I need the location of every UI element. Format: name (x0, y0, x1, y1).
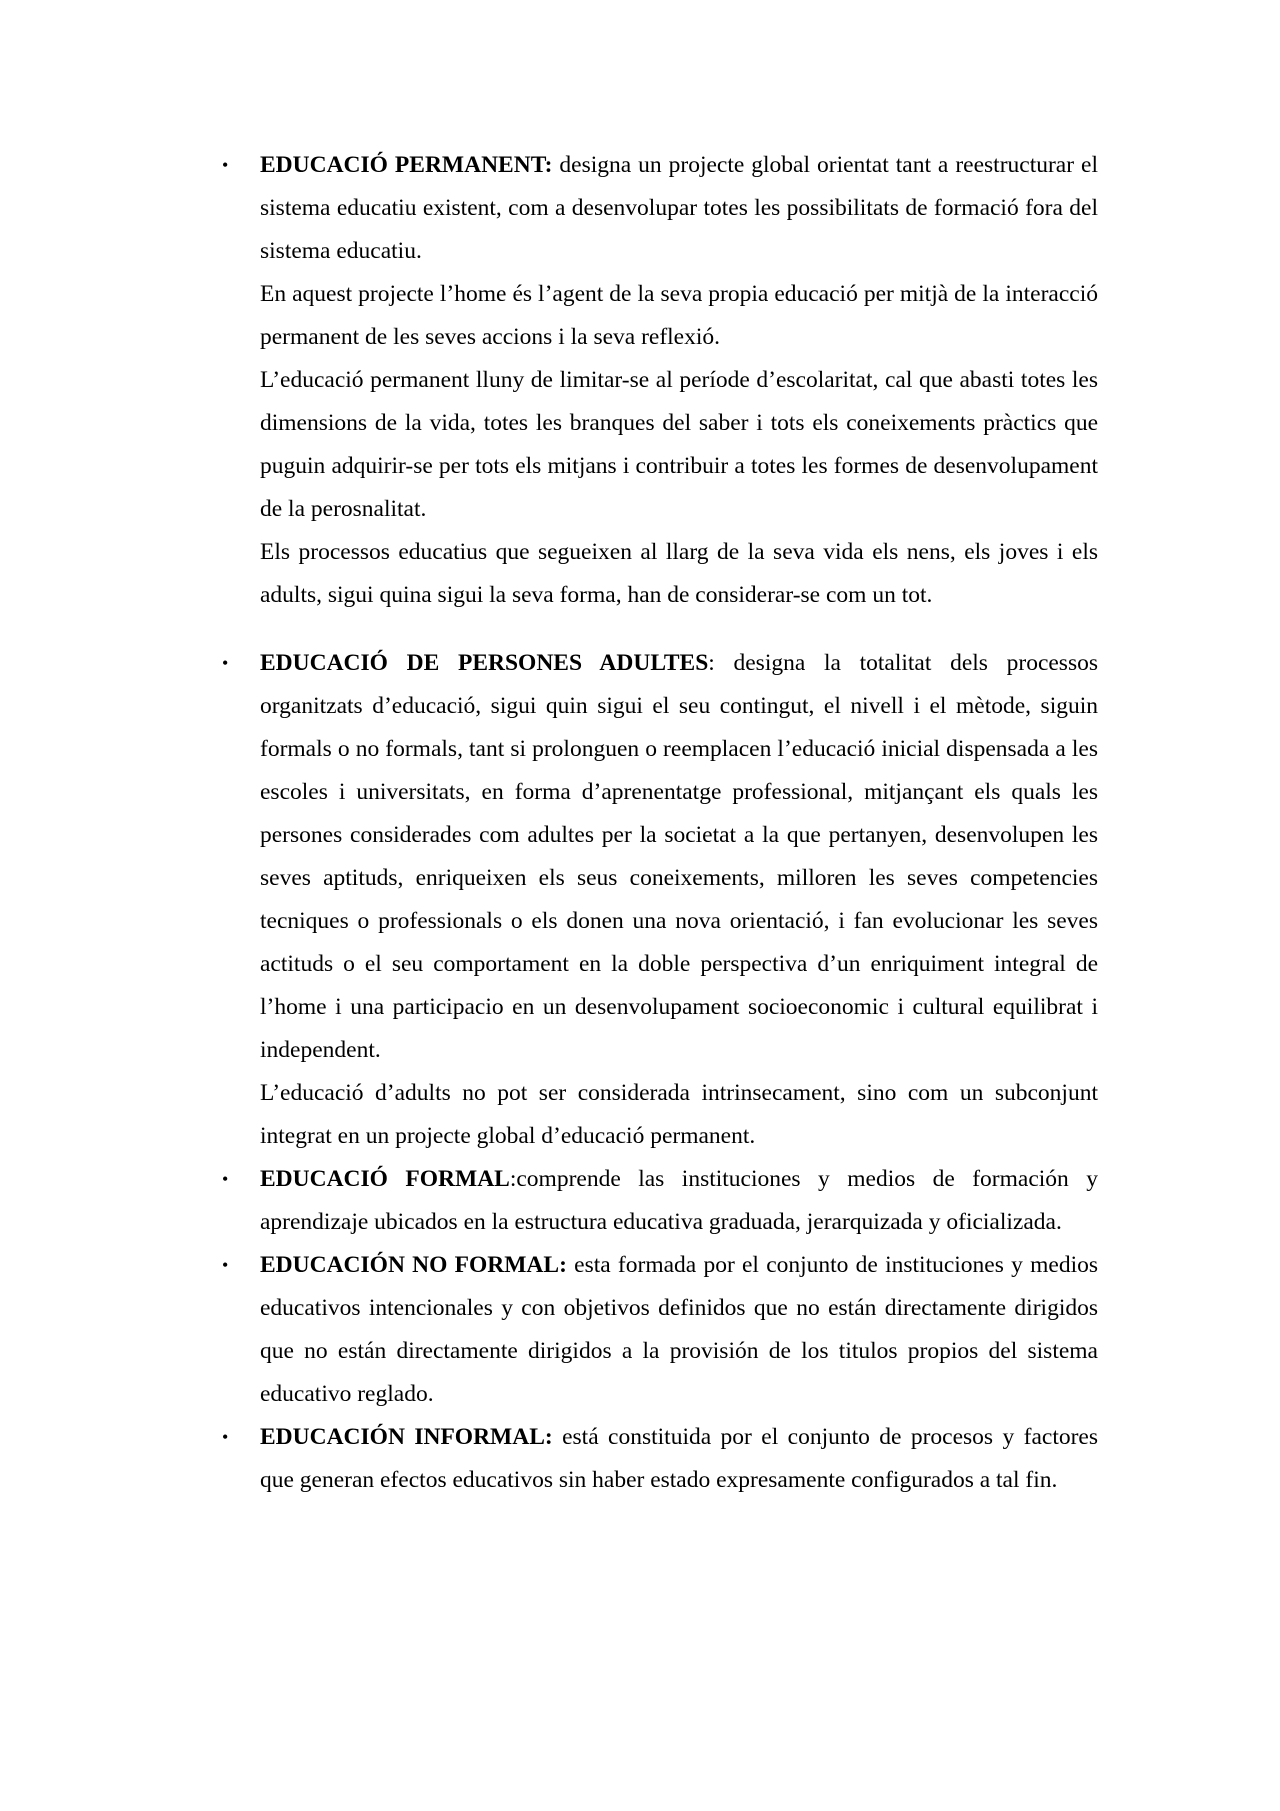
definition-text: esta formada por el conjunto de instituciones y medios educativos intencionales y con objetivos definidos que no están directamente dirigidos que no están directamente dirigidos a la provisión de los titulos propios del sistema educativo reglado. (260, 1252, 1098, 1407)
paragraph: L’educació d’adults no pot ser considerada intrinsecament, sino com un subconjunt integrat en un projecte global d’educació permanent. (260, 1080, 1098, 1149)
definition-paragraph (260, 1416, 1098, 1502)
definition-paragraph (260, 1244, 1098, 1416)
paragraph: Els processos educatius que segueixen al llarg de la seva vida els nens, els joves i els adults, sigui quina sigui la seva forma, han de considerar-se com un tot. (260, 539, 1098, 608)
bullet-dot-icon: • (222, 1427, 229, 1447)
term-heading: EDUCACIÓ FORMAL (260, 1166, 510, 1192)
list-item-educacio-formal (222, 1158, 1098, 1244)
bullet-dot-icon: • (222, 653, 229, 673)
paragraph: L’educació permanent lluny de limitar-se al període d’escolaritat, cal que abasti totes les dimensions de la vida, totes les branques del saber i tots els coneixements pràctics que puguin adquirir-se per tots els mitjans i contribuir a totes les formes de desenvolupament de la perosnalitat. (260, 367, 1098, 522)
list-item-educacion-no-formal (222, 1244, 1098, 1416)
bullet-dot-icon: • (222, 1169, 229, 1189)
definition-paragraph (260, 144, 1098, 273)
definition-paragraph (260, 642, 1098, 1072)
definition-text: : designa la totalitat dels processos organitzats d’educació, sigui quin sigui el seu contingut, el nivell i el mètode, siguin formals o no formals, tant si prolonguen o reemplacen l’educació inicial dispensada a les escoles i universitats, en forma d’aprenentatge professional, mitjançant els quals les persones considerades com adultes per la societat a la que pertanyen, desenvolupen les seves aptituds, enriqueixen els seus coneixements, milloren les seves competencies tecniques o professionals o els donen una nova orientació, i fan evolucionar les seves actituds o el seu comportament en la doble perspectiva d’un enriquiment integral de l’home i una participacio en un desenvolupament socioeconomic i cultural equilibrat i independent. (260, 650, 1098, 1063)
term-heading: EDUCACIÓ DE PERSONES ADULTES (260, 650, 709, 676)
paragraph: En aquest projecte l’home és l’agent de la seva propia educació per mitjà de la interacció permanent de les seves accions i la seva reflexió. (260, 281, 1098, 350)
definition-text: está constituida por el conjunto de procesos y factores que generan efectos educativos sin haber estado expresamente configurados a tal fin. (260, 1424, 1098, 1493)
bullet-dot-icon: • (222, 155, 229, 175)
list-item-educacio-permanent (222, 144, 1098, 617)
term-heading: EDUCACIÓ PERMANENT: (260, 152, 553, 178)
list-item-educacion-informal (222, 1416, 1098, 1502)
definition-text: designa un projecte global orientat tant a reestructurar el sistema educatiu existent, com a desenvolupar totes les possibilitats de formació fora del sistema educatiu. (260, 152, 1098, 264)
definition-paragraph (260, 1158, 1098, 1244)
bullet-dot-icon: • (222, 1255, 229, 1275)
definition-text: :comprende las instituciones y medios de formación y aprendizaje ubicados en la estructura educativa graduada, jerarquizada y oficializada. (260, 1166, 1098, 1235)
term-heading: EDUCACIÓN INFORMAL: (260, 1424, 553, 1450)
document-body (222, 144, 1098, 1502)
term-heading: EDUCACIÓN NO FORMAL: (260, 1252, 567, 1278)
list-item-educacio-adults (222, 642, 1098, 1158)
